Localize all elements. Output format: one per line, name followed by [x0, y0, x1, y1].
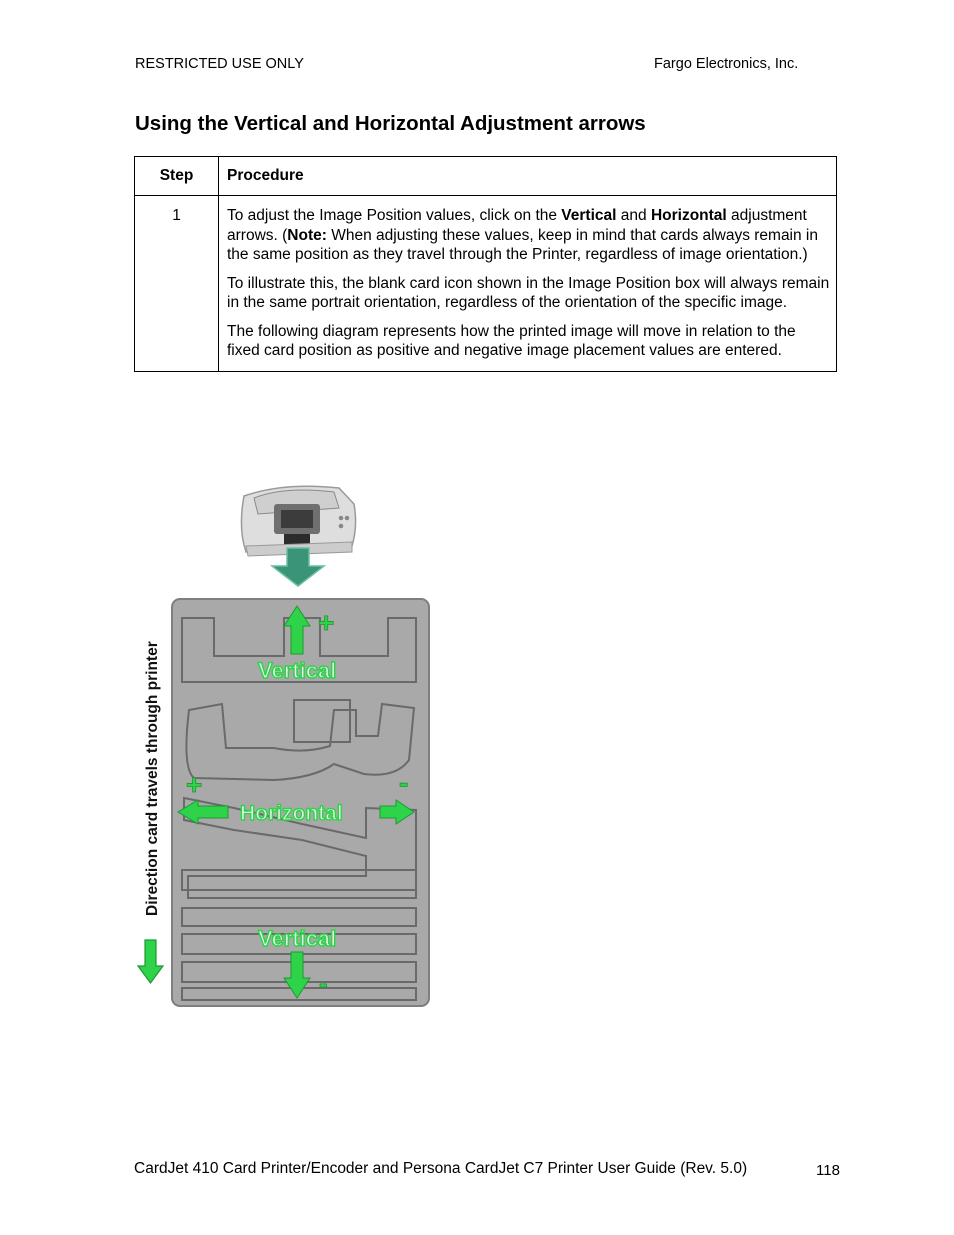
vertical-plus-sign: +	[318, 607, 335, 638]
procedure-cell	[219, 196, 837, 372]
table-header-row	[135, 157, 837, 196]
procedure-paragraph-3: The following diagram represents how the printed image will move in relation to the fixed card position as positive and negative image placement values are entered.	[227, 322, 796, 359]
printer-icon	[241, 486, 355, 556]
table-row	[135, 196, 837, 372]
step-column-header: Step	[135, 157, 219, 196]
direction-down-arrow-icon	[138, 940, 163, 983]
header-right: Fargo Electronics, Inc.	[654, 56, 799, 72]
direction-label: Direction card travels through printer	[144, 641, 161, 916]
horizontal-label: Horizontal	[240, 802, 343, 825]
vertical-top-label: Vertical	[258, 658, 337, 683]
horizontal-plus-sign: +	[186, 769, 203, 800]
text-span: When adjusting these values, keep in mind that cards always remain in the same position as they travel through the Printer, regardless of image orientation.)	[227, 226, 818, 263]
procedure-table	[134, 156, 837, 372]
bold-horizontal: Horizontal	[650, 207, 727, 224]
text-span: To adjust the Image Position values, click on the	[227, 207, 562, 224]
vertical-bottom-label: Vertical	[258, 926, 337, 951]
page-number: 118	[816, 1162, 840, 1179]
header-left: RESTRICTED USE ONLY	[135, 56, 304, 72]
procedure-column-header: Procedure	[219, 157, 837, 196]
footer-title: CardJet 410 Card Printer/Encoder and Persona CardJet C7 Printer User Guide (Rev. 5.0)	[134, 1160, 748, 1177]
procedure-paragraph-2: To illustrate this, the blank card icon shown in the Image Position box will always remain in the same portrait orientation, regardless of the orientation of the specific image.	[227, 274, 830, 311]
procedure-paragraph-1	[227, 206, 830, 265]
bold-note: Note:	[287, 226, 327, 244]
bold-vertical: Vertical	[561, 207, 617, 224]
image-position-diagram	[134, 478, 434, 1013]
section-title: Using the Vertical and Horizontal Adjustment arrows	[135, 112, 646, 135]
horizontal-minus-sign: -	[399, 767, 409, 798]
text-span: and	[616, 207, 651, 224]
step-number: 1	[135, 196, 219, 372]
vertical-minus-sign: -	[319, 968, 328, 998]
text-span: adjustment arrows. (	[227, 207, 807, 244]
